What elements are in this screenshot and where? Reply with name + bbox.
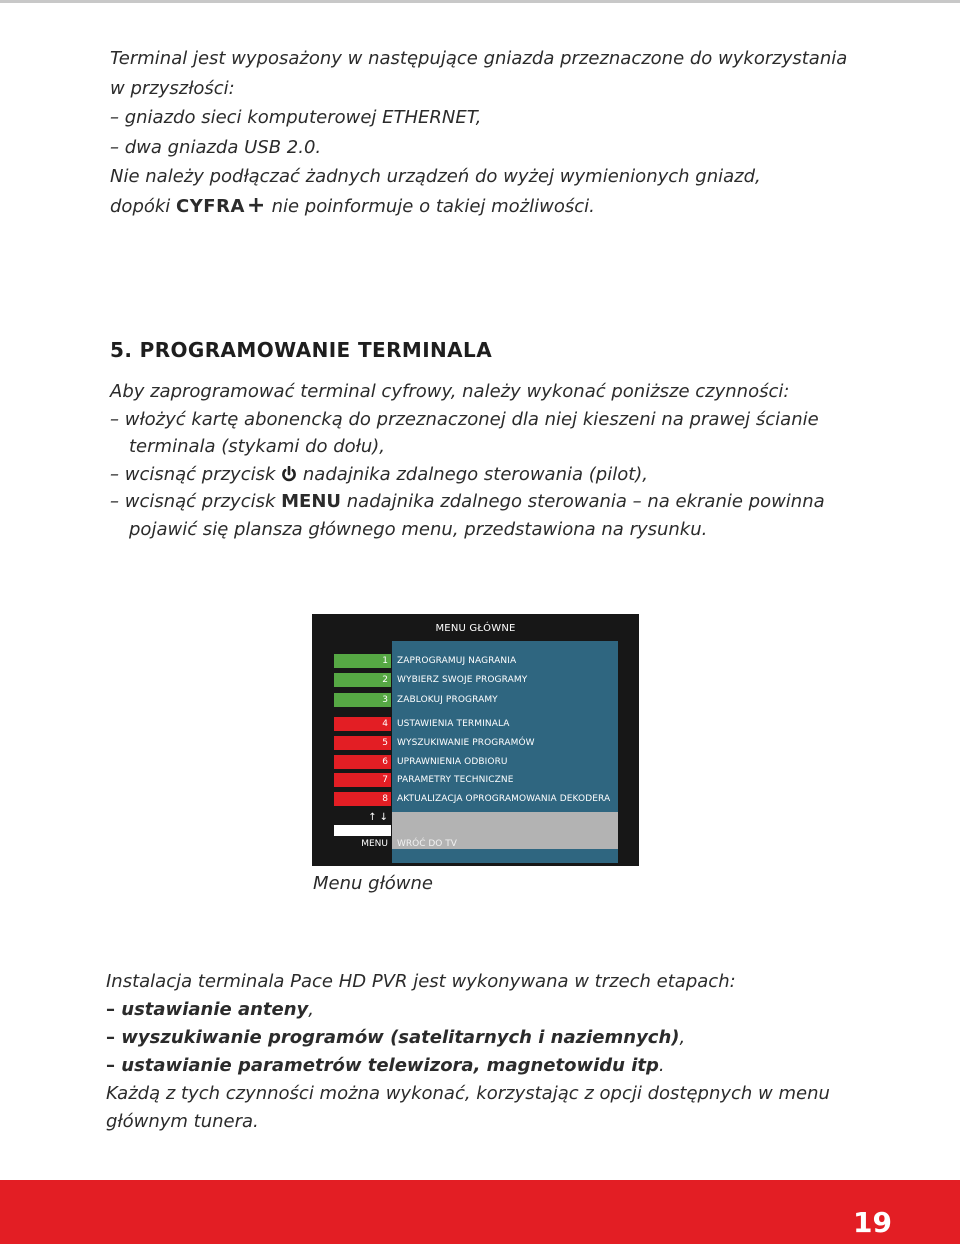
section-intro: Aby zaprogramować terminal cyfrowy, należy wykonać poniższe czynności: [110, 381, 790, 402]
arrow-up-icon: ↑ [368, 812, 377, 823]
dash: – [106, 1055, 122, 1076]
menu-item-label: USTAWIENIA TERMINALA [397, 719, 510, 729]
menu-item-number: 5 [382, 738, 388, 748]
menu-item-label: PARAMETRY TECHNICZNE [397, 775, 514, 785]
navigation-arrows [334, 811, 391, 825]
step-label: wyszukiwanie programów (satelitarnych i naziemnych) [121, 1027, 680, 1048]
page-number: 19 [853, 1206, 892, 1239]
installation-step [106, 996, 906, 1024]
installation-outro: Każdą z tych czynności można wykonać, korzystając z opcji dostępnych w menu [106, 1083, 830, 1104]
tv-menu-item [334, 693, 618, 707]
menu-item-label: WYSZUKIWANIE PROGRAMÓW [397, 738, 535, 748]
step-label: ustawianie anteny [121, 999, 309, 1020]
section-heading: 5. PROGRAMOWANIE TERMINALA [110, 338, 493, 362]
intro-line: Nie należy podłączać żadnych urządzeń do wyżej wymienionych gniazd, [110, 166, 761, 187]
menu-key-label: MENU [361, 839, 388, 849]
intro-text: dopóki [110, 195, 171, 217]
intro-paragraph [110, 44, 870, 221]
punct: . [658, 1055, 665, 1076]
installation-step [106, 1024, 906, 1052]
installation-step [106, 1052, 906, 1080]
step-text: nadajnika zdalnego sterowania – na ekranie powinna [346, 491, 825, 512]
step-item-continued: pojawić się plansza głównego menu, przedstawiona na rysunku. [129, 518, 708, 540]
menu-item-number: 4 [382, 719, 388, 729]
tv-menu-item [334, 717, 618, 731]
tv-main-menu-screen [312, 614, 639, 866]
tv-menu-item [334, 673, 618, 687]
menu-item-number: 6 [382, 757, 388, 767]
installation-intro: Instalacja terminala Pace HD PVR jest wykonywana w trzech etapach: [106, 971, 736, 992]
page-footer [0, 1180, 960, 1244]
punct: , [679, 1027, 686, 1048]
tv-menu-title: MENU GŁÓWNE [435, 623, 516, 634]
tv-menu-item [334, 755, 618, 769]
brand-plus: + [246, 192, 266, 218]
step-label: ustawianie parametrów telewizora, magnetowidu itp [121, 1055, 659, 1076]
menu-item-label: ZAPROGRAMUJ NAGRANIA [397, 656, 517, 666]
menu-item-number: 2 [382, 675, 388, 685]
step-item-continued: terminala (stykami do dołu), [129, 436, 385, 457]
step-text: nadajnika zdalnego sterowania (pilot), [302, 463, 649, 485]
tv-menu-item [334, 773, 618, 787]
intro-list-item: – dwa gniazda USB 2.0. [110, 136, 322, 158]
menu-key-bar [334, 825, 391, 836]
menu-item-label: WYBIERZ SWOJE PROGRAMY [397, 675, 528, 685]
top-rule [0, 0, 960, 3]
tv-menu-item [334, 736, 618, 750]
intro-line: Terminal jest wyposażony w następujące gniazda przeznaczone do wykorzystania [110, 48, 848, 69]
menu-item-number: 8 [382, 794, 388, 804]
menu-key-label: MENU [281, 491, 342, 512]
menu-item-label: UPRAWNIENIA ODBIORU [397, 757, 508, 767]
step-item: – włożyć kartę abonencką do przeznaczonej dla niej kieszeni na prawej ścianie [110, 408, 819, 430]
installation-paragraph [106, 968, 906, 1136]
dash: – [106, 1027, 122, 1048]
intro-line [110, 192, 870, 222]
menu-item-label: ZABLOKUJ PROGRAMY [397, 695, 498, 705]
figure-caption: Menu główne [313, 873, 433, 894]
installation-outro: głównym tunera. [106, 1111, 259, 1132]
back-to-tv-label: WRÓĆ DO TV [397, 839, 457, 849]
menu-item-label: AKTUALIZACJA OPROGRAMOWANIA DEKODERA [397, 794, 611, 804]
tv-menu-item [334, 654, 618, 668]
power-icon [281, 466, 297, 482]
intro-line: w przyszłości: [110, 77, 235, 99]
menu-item-number: 3 [382, 695, 388, 705]
step-item [110, 461, 890, 489]
dash: – [106, 999, 122, 1020]
menu-item-number: 7 [382, 775, 388, 785]
brand-logo [176, 192, 266, 218]
tv-menu-item [334, 792, 618, 806]
intro-text: nie poinformuje o takiej możliwości. [271, 195, 595, 217]
brand-name: CYFRA [176, 195, 245, 217]
menu-item-number: 1 [382, 656, 388, 666]
intro-list-item: – gniazdo sieci komputerowej ETHERNET, [110, 107, 482, 128]
arrow-down-icon: ↓ [379, 812, 388, 823]
step-text: – wcisnąć przycisk [110, 463, 276, 485]
section-body [110, 378, 890, 543]
step-text: – wcisnąć przycisk [110, 491, 276, 512]
step-item [110, 488, 890, 516]
punct: , [308, 999, 315, 1020]
